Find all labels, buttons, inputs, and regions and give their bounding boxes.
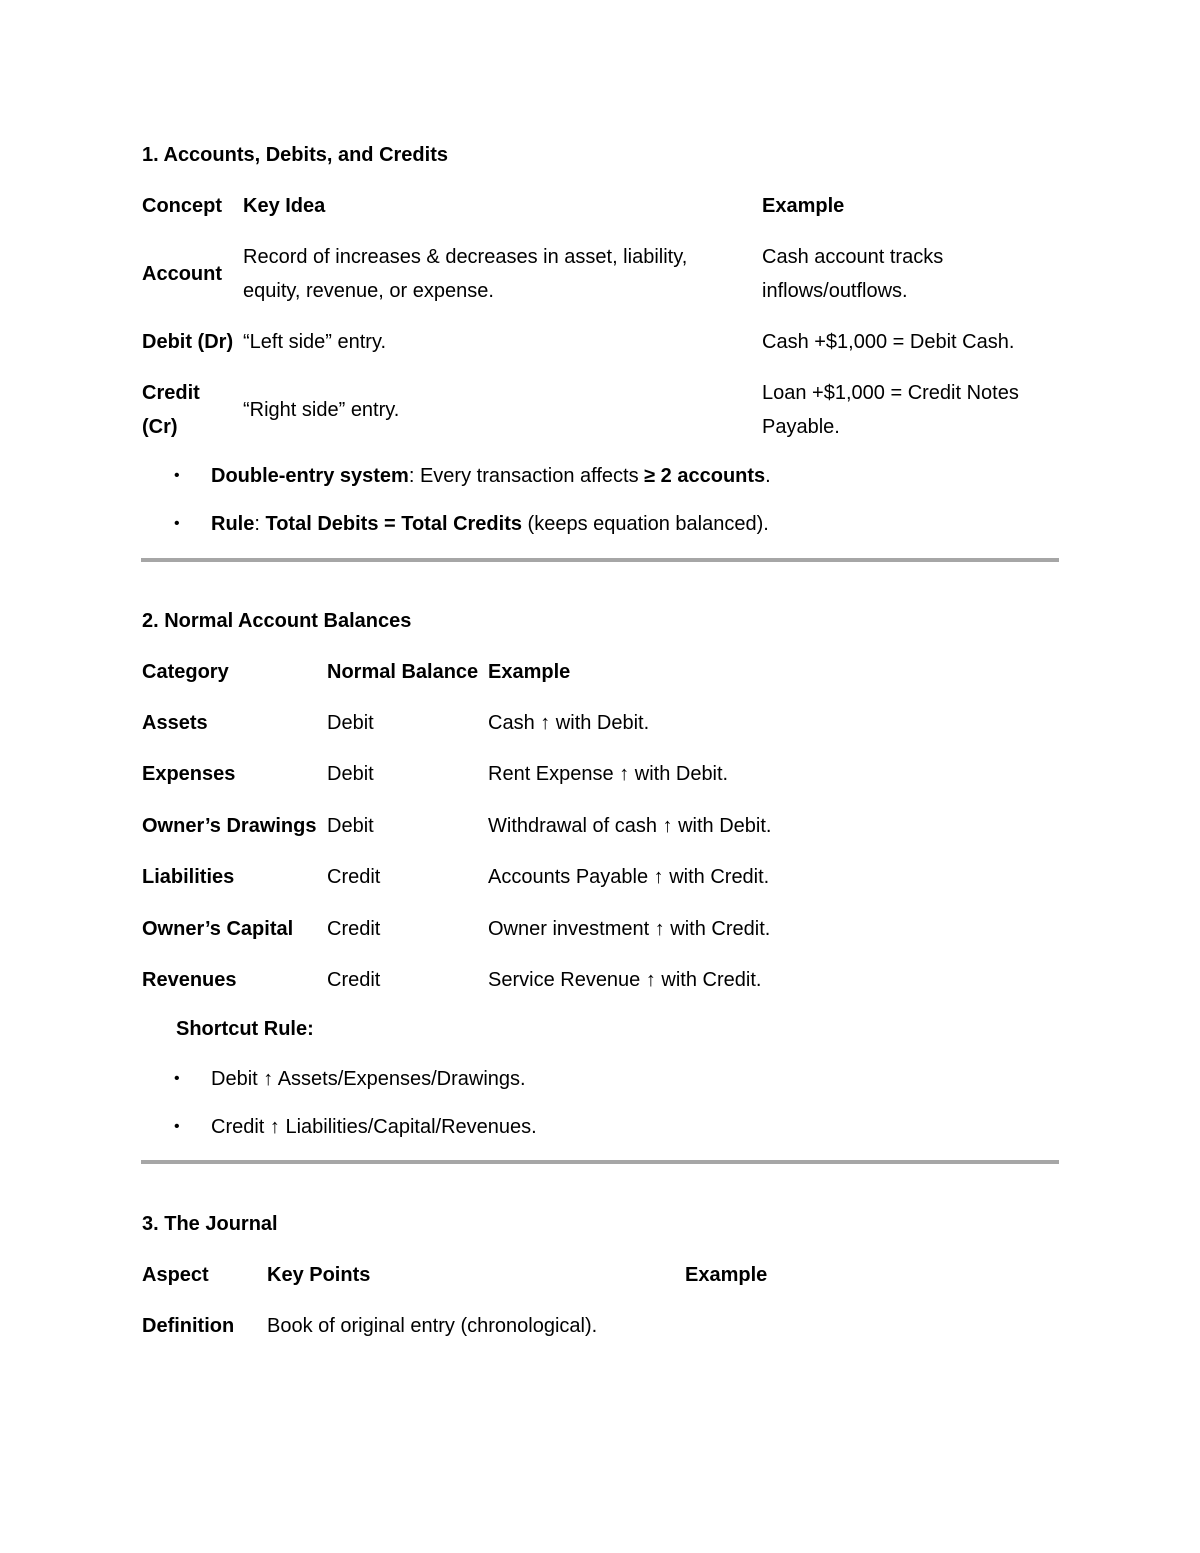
s2-row-category: Liabilities (142, 866, 235, 888)
s1-bullet-double-entry (211, 459, 771, 493)
s3-header-aspect: Aspect (142, 1264, 209, 1286)
s1-bullet-rule (211, 507, 769, 541)
s2-shortcut-credit: Credit ↑ Liabilities/Capital/Revenues. (211, 1116, 537, 1138)
bullet-glyph: • (174, 515, 180, 532)
s1-row-credit-concept: Credit (Cr) (142, 382, 200, 438)
s2-row-example: Service Revenue ↑ with Credit. (488, 969, 762, 991)
s2-row-category: Revenues (142, 969, 237, 991)
bullet-glyph: • (174, 1070, 180, 1087)
s1-row-account-concept: Account (142, 263, 222, 285)
s1-bullet1-rest1: : Every transaction affects (408, 465, 645, 487)
s3-header-key-points: Key Points (267, 1264, 371, 1286)
bullet-glyph: • (174, 1118, 180, 1135)
s2-row-balance: Credit (327, 866, 381, 888)
s2-row-example: Rent Expense ↑ with Debit. (488, 763, 729, 785)
s1-bullet2-rest1: : (254, 513, 266, 535)
s3-row-definition-aspect: Definition (142, 1315, 235, 1337)
s2-row-category: Owner’s Drawings (142, 815, 317, 837)
s1-row-debit-key-idea: “Left side” entry. (243, 331, 387, 353)
s1-row-debit-example: Cash +$1,000 = Debit Cash. (762, 331, 1015, 353)
s2-row-balance: Debit (327, 815, 374, 837)
s2-row-example: Cash ↑ with Debit. (488, 712, 650, 734)
s1-bullet1-bold2: ≥ 2 accounts (644, 465, 766, 487)
section2-title: 2. Normal Account Balances (142, 610, 412, 632)
s1-bullet1-bold1: Double-entry system (211, 465, 409, 487)
s1-row-credit-example: Loan +$1,000 = Credit Notes Payable. (762, 382, 1019, 438)
s1-row-debit-concept: Debit (Dr) (142, 331, 234, 353)
s2-row-balance: Credit (327, 969, 381, 991)
s2-row-example: Accounts Payable ↑ with Credit. (488, 866, 770, 888)
s1-header-key-idea: Key Idea (243, 195, 326, 217)
s2-row-category: Owner’s Capital (142, 918, 294, 940)
bullet-glyph: • (174, 467, 180, 484)
s1-row-credit-key-idea: “Right side” entry. (243, 399, 400, 421)
s2-row-example: Owner investment ↑ with Credit. (488, 918, 771, 940)
s2-row-category: Expenses (142, 763, 236, 785)
s2-row-balance: Debit (327, 712, 374, 734)
s1-row-account-key-idea: Record of increases & decreases in asset, liability, equity, revenue, or expense. (243, 246, 688, 302)
s2-row-example: Withdrawal of cash ↑ with Debit. (488, 815, 772, 837)
section3-title: 3. The Journal (142, 1213, 278, 1235)
section1-title: 1. Accounts, Debits, and Credits (142, 144, 448, 166)
s1-header-example: Example (762, 195, 845, 217)
s2-header-category: Category (142, 661, 229, 683)
s3-row-definition-key-points: Book of original entry (chronological). (267, 1315, 598, 1337)
s1-header-concept: Concept (142, 195, 222, 217)
section-divider (141, 1160, 1059, 1164)
s1-bullet2-bold2: Total Debits = Total Credits (265, 513, 522, 535)
s3-header-example: Example (685, 1264, 768, 1286)
s1-bullet2-rest2: (keeps equation balanced). (521, 513, 769, 535)
s1-row-account-example: Cash account tracks inflows/outflows. (762, 246, 944, 302)
s2-row-balance: Credit (327, 918, 381, 940)
section-divider (141, 558, 1059, 562)
s1-bullet2-bold1: Rule (211, 513, 255, 535)
s2-shortcut-debit: Debit ↑ Assets/Expenses/Drawings. (211, 1068, 526, 1090)
s1-bullet1-rest2: . (765, 465, 771, 487)
s2-header-example: Example (488, 661, 571, 683)
s2-row-category: Assets (142, 712, 208, 734)
s2-row-balance: Debit (327, 763, 374, 785)
s2-header-normal-balance: Normal Balance (327, 661, 479, 683)
s2-shortcut-title: Shortcut Rule: (176, 1018, 314, 1040)
